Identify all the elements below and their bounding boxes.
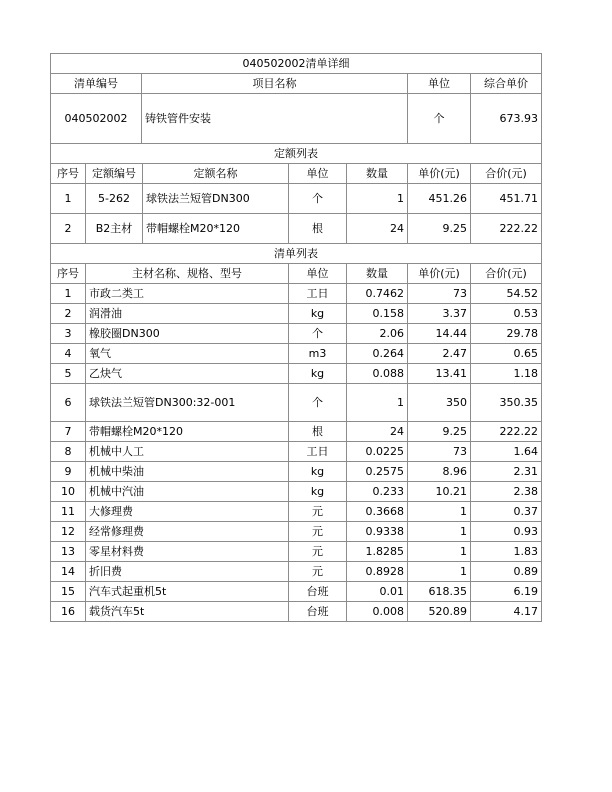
material-qty: 0.233 [347,482,408,502]
material-total: 6.19 [471,582,542,602]
material-unit: kg [289,462,347,482]
quota-code: B2主材 [86,214,143,244]
material-unit: 元 [289,502,347,522]
quota-unit: 根 [289,214,347,244]
material-qty: 0.158 [347,304,408,324]
quota-total: 451.71 [471,184,542,214]
material-price: 8.96 [408,462,471,482]
materials-header-name: 主材名称、规格、型号 [86,264,289,284]
material-price: 13.41 [408,364,471,384]
material-qty: 0.2575 [347,462,408,482]
quota-name: 球铁法兰短管DN300 [143,184,289,214]
material-name: 市政二类工 [86,284,289,304]
material-name: 大修理费 [86,502,289,522]
material-qty: 0.9338 [347,522,408,542]
materials-header-price: 单价(元) [408,264,471,284]
material-seq: 6 [51,384,86,422]
material-unit: 根 [289,422,347,442]
material-qty: 0.01 [347,582,408,602]
material-total: 54.52 [471,284,542,304]
materials-header-qty: 数量 [347,264,408,284]
material-row [51,422,542,442]
material-total: 0.65 [471,344,542,364]
material-qty: 0.264 [347,344,408,364]
material-qty: 0.7462 [347,284,408,304]
material-qty: 2.06 [347,324,408,344]
material-seq: 13 [51,542,86,562]
material-unit: m3 [289,344,347,364]
material-seq: 14 [51,562,86,582]
quota-header-seq: 序号 [51,164,86,184]
quota-header-unit: 单位 [289,164,347,184]
material-seq: 10 [51,482,86,502]
material-name: 带帽螺栓M20*120 [86,422,289,442]
quota-price: 451.26 [408,184,471,214]
bill-header-unit-price: 综合单价 [471,74,542,94]
material-price: 2.47 [408,344,471,364]
material-price: 1 [408,542,471,562]
materials-list [51,284,542,622]
material-row [51,384,542,422]
quota-header-qty: 数量 [347,164,408,184]
material-row [51,582,542,602]
material-price: 9.25 [408,422,471,442]
bill-header-unit: 单位 [408,74,471,94]
material-unit: kg [289,364,347,384]
material-qty: 0.008 [347,602,408,622]
material-row [51,522,542,542]
material-seq: 9 [51,462,86,482]
material-row [51,602,542,622]
material-seq: 16 [51,602,86,622]
quota-row [51,214,542,244]
material-qty: 0.0225 [347,442,408,462]
material-total: 350.35 [471,384,542,422]
material-seq: 12 [51,522,86,542]
detail-table [50,143,542,622]
material-seq: 3 [51,324,86,344]
bill-table [50,53,542,144]
material-total: 0.89 [471,562,542,582]
material-seq: 2 [51,304,86,324]
quota-header-row [51,164,542,184]
quota-code: 5-262 [86,184,143,214]
material-seq: 8 [51,442,86,462]
material-total: 2.31 [471,462,542,482]
material-name: 汽车式起重机5t [86,582,289,602]
material-seq: 7 [51,422,86,442]
material-unit: 个 [289,384,347,422]
material-row [51,562,542,582]
material-row [51,344,542,364]
material-seq: 15 [51,582,86,602]
material-total: 2.38 [471,482,542,502]
materials-section-title: 清单列表 [51,244,542,264]
material-row [51,284,542,304]
material-unit: 台班 [289,602,347,622]
material-name: 氧气 [86,344,289,364]
material-unit: 工日 [289,442,347,462]
material-price: 14.44 [408,324,471,344]
material-name: 载货汽车5t [86,602,289,622]
material-qty: 0.088 [347,364,408,384]
material-total: 1.83 [471,542,542,562]
material-total: 0.53 [471,304,542,324]
material-row [51,502,542,522]
material-price: 73 [408,442,471,462]
material-name: 橡胶圈DN300 [86,324,289,344]
quota-qty: 1 [347,184,408,214]
quota-total: 222.22 [471,214,542,244]
material-name: 零星材料费 [86,542,289,562]
material-name: 乙炔气 [86,364,289,384]
material-price: 1 [408,522,471,542]
materials-header-unit: 单位 [289,264,347,284]
material-name: 球铁法兰短管DN300:32-001 [86,384,289,422]
materials-header-total: 合价(元) [471,264,542,284]
material-price: 350 [408,384,471,422]
quota-row [51,184,542,214]
material-unit: 元 [289,522,347,542]
material-row [51,304,542,324]
material-unit: 工日 [289,284,347,304]
quota-qty: 24 [347,214,408,244]
bill-name: 铸铁管件安装 [142,94,408,144]
quota-header-name: 定额名称 [143,164,289,184]
material-total: 4.17 [471,602,542,622]
bill-header-name: 项目名称 [142,74,408,94]
quota-name: 带帽螺栓M20*120 [143,214,289,244]
quota-unit: 个 [289,184,347,214]
material-row [51,542,542,562]
material-name: 机械中柴油 [86,462,289,482]
material-unit: 元 [289,542,347,562]
material-qty: 1.8285 [347,542,408,562]
material-name: 经常修理费 [86,522,289,542]
bill-unit: 个 [408,94,471,144]
material-row [51,364,542,384]
material-row [51,324,542,344]
material-name: 机械中人工 [86,442,289,462]
bill-header-code: 清单编号 [51,74,142,94]
material-seq: 4 [51,344,86,364]
quota-header-code: 定额编号 [86,164,143,184]
material-name: 折旧费 [86,562,289,582]
materials-header-row [51,264,542,284]
material-total: 222.22 [471,422,542,442]
materials-header-seq: 序号 [51,264,86,284]
material-price: 10.21 [408,482,471,502]
quota-header-total: 合价(元) [471,164,542,184]
material-unit: 台班 [289,582,347,602]
material-unit: kg [289,482,347,502]
material-seq: 5 [51,364,86,384]
material-qty: 1 [347,384,408,422]
material-seq: 1 [51,284,86,304]
material-price: 520.89 [408,602,471,622]
material-qty: 0.3668 [347,502,408,522]
material-qty: 0.8928 [347,562,408,582]
material-total: 29.78 [471,324,542,344]
quota-section-title: 定额列表 [51,144,542,164]
material-row [51,482,542,502]
material-name: 润滑油 [86,304,289,324]
material-seq: 11 [51,502,86,522]
material-unit: 元 [289,562,347,582]
material-row [51,462,542,482]
material-total: 1.18 [471,364,542,384]
quota-seq: 2 [51,214,86,244]
material-qty: 24 [347,422,408,442]
material-price: 618.35 [408,582,471,602]
material-unit: 个 [289,324,347,344]
material-price: 73 [408,284,471,304]
page-title: 040502002清单详细 [51,54,542,74]
material-row [51,442,542,462]
material-price: 3.37 [408,304,471,324]
bill-unit-price: 673.93 [471,94,542,144]
bill-code: 040502002 [51,94,142,144]
quota-header-price: 单价(元) [408,164,471,184]
material-name: 机械中汽油 [86,482,289,502]
quota-price: 9.25 [408,214,471,244]
material-unit: kg [289,304,347,324]
material-price: 1 [408,502,471,522]
quota-seq: 1 [51,184,86,214]
material-total: 0.93 [471,522,542,542]
material-total: 1.64 [471,442,542,462]
material-price: 1 [408,562,471,582]
material-total: 0.37 [471,502,542,522]
